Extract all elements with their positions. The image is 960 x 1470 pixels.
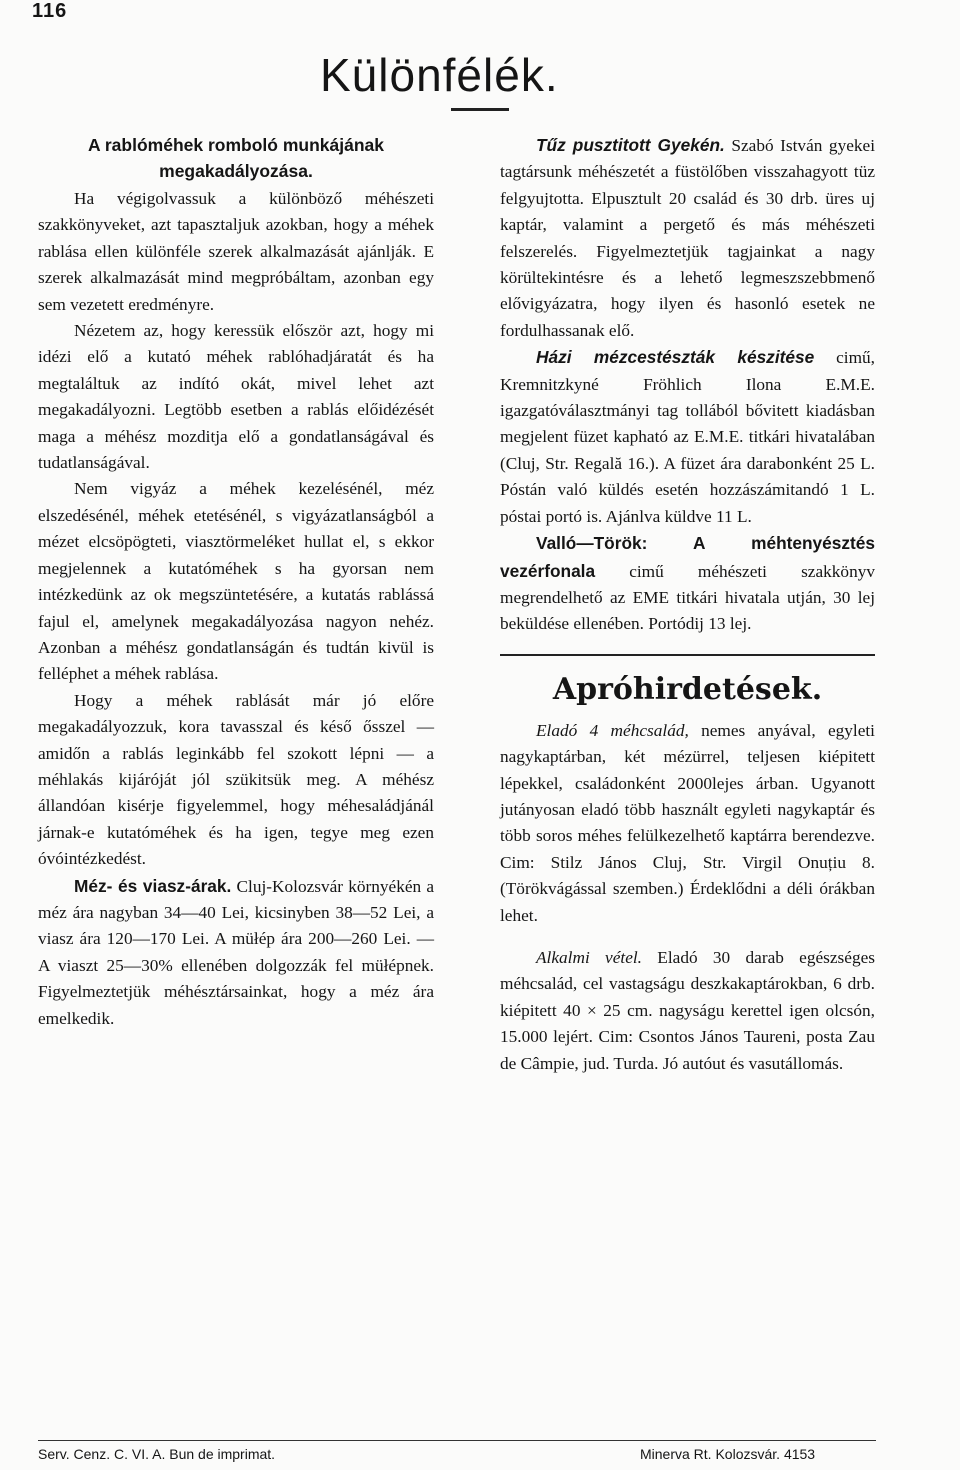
- right-column: [500, 132, 875, 1077]
- article-paragraph-1: Ha végigolvassuk a különböző méhészeti szakkönyveket, azt tapasztaljuk azokban, hogy a méhek rablása ellen különféle szerek alkalmazását ajánlják. E szerek alkalmazását mind megpróbáltam, azonban egy sem vezetett eredményre.: [38, 189, 434, 314]
- ad-1-text: nemes anyával, egyleti nagykaptárban, két mézürrel, teljesen kiépitett lépekkel, családonként 2000lejes árban. Ugyanott jutányosan eladó több használt egyleti nagykaptár és több soros méhes felülkezelhető kaptárra berendezve. Cim: Stilz János Cluj, Str. Virgil Onuțiu 8. (Törökvágással szemben.) Érdeklődni a déli órákban lehet.: [500, 720, 875, 925]
- ad-1-lead: Eladó 4 méhcsalád,: [536, 720, 689, 740]
- footer-printer: Minerva Rt. Kolozsvár. 4153: [640, 1446, 816, 1462]
- booklet-lead: Házi mézcestészták készitése: [536, 347, 815, 368]
- booklet-text: cimű, Kremnitzkyné Fröhlich Ilona E.M.E. igazgatóválasztmányi tag tollából bővitett kiadásban megjelent füzet kapható az E.M.E. titkári hivatalában (Cluj, Str. Regală 16.). A füzet ára darabonként 25 L. Póstán való küldés esetén hozzászámitandó 1 L. póstai portó is. Ajánlva küldve 11 L.: [500, 348, 875, 526]
- prices-text: Cluj-Kolozsvár környékén a méz ára nagyban 34—40 Lei, kicsinyben 38—52 Lei, a viasz ára 120—170 Lei. A müłép ára 200—260 Lei. — A viaszt 25—30% ellenében dolgozzák fel müłépnek. Figyelmeztetjük méhésztársainkat, hogy a méz ára emelkedik.: [38, 876, 434, 1028]
- ad-separator: [500, 929, 875, 945]
- ads-heading: Apróhirdetések.: [500, 654, 875, 710]
- article-title: A rablóméhek romboló munkájának megakadályozása.: [88, 135, 384, 181]
- article-paragraph-4: Hogy a méhek rablását már jó előre megakadályozzuk, kora tavasszal és késő ősszel — amidőn a rablás leginkább fel szokott lépni — a méhlakás kijáróját jól szükitsük meg. A méhész állandóan kisérje figyelemmel, hogy méhesaládjánál járnak-e kutatóméhek és ha igen, tegye meg ezen óvóintézkedést.: [38, 690, 434, 869]
- fire-lead: Tűz pusztitott Gyekén.: [536, 135, 725, 155]
- booklet-paragraph: [500, 344, 875, 530]
- fire-text: Szabó István gyekei tagtársunk méhészetét a füstölőben visszahagyott tüz felgyujtotta. Elpusztult 20 család és 30 drb. üres uj kaptár, valamint a pergető és más méhészeti felszerelés. Figyelmeztetjük tagjainkat a nagy körültekintésre és a lehető legmeszszebbmenő elővigyázatra, hogy ilyen és hasonló esetek ne fordulhassanak elő.: [500, 136, 875, 340]
- prices-lead: Méz- és viasz-árak.: [74, 875, 232, 896]
- ad-2: [500, 945, 875, 1077]
- footer-rule: [38, 1440, 876, 1441]
- ad-2-text: Eladó 30 darab egészséges méhcsalád, cel vastagságu deszkakaptárokban, 6 drb. kiépitett 40 × 25 cm. nagyságu kerettel igen olcsón, 15.000 lejért. Cim: Csontos János Taureni, posta Zau de Câmpie, jud. Turda. Jó autóut és vasutállomás.: [500, 947, 875, 1073]
- book-text: cimű méhészeti szakkönyv megrendelhető az EME titkári hivatala utján, 30 lej beküldése ellenében. Portódij 13 lej.: [500, 561, 875, 634]
- article-paragraph-3: Nem vigyáz a méhek kezelésénél, méz elszedésénél, méhek etetésénél, s vigyázatlanságból a mézet elcsöpögteti, viasztörmeléket hullat el, s ekkor megjelennek a kutatóméhek s ha gyorsan nem intézkedünk az ok megszüntetésére, a kutatás rablássá fajul el, amelynek megakadályozása nagyon nehéz. Azonban a méhész gondatlanságán és tudtán kivül is felléphet a méhek rablása.: [38, 479, 434, 684]
- ad-2-lead: Alkalmi vétel.: [536, 947, 642, 967]
- section-title: Különfélék.: [320, 49, 559, 101]
- page-number: 116: [32, 0, 68, 22]
- title-rule: [451, 108, 509, 111]
- footer-censor-note: Serv. Cenz. C. VI. A. Bun de imprimat.: [38, 1446, 276, 1462]
- left-column: [38, 132, 434, 1032]
- fire-paragraph: [500, 132, 875, 344]
- prices-paragraph: [38, 873, 434, 1032]
- article-paragraph-2: Nézetem az, hogy keressük először azt, hogy mi idézi elő a kutató méhek rablóhadjáratát és ha megtaláltuk az indító okát, mivel lehet azt megakadályozni. Legtöbb esetben a rablás előidézését maga a méhész mozditja elő a gondatlanságával és tudatlanságával.: [38, 321, 434, 473]
- book-paragraph: [500, 530, 875, 638]
- book-lead: Valló—Török: A méhtenyésztés vezérfonala: [500, 533, 875, 581]
- ad-1: [500, 718, 875, 929]
